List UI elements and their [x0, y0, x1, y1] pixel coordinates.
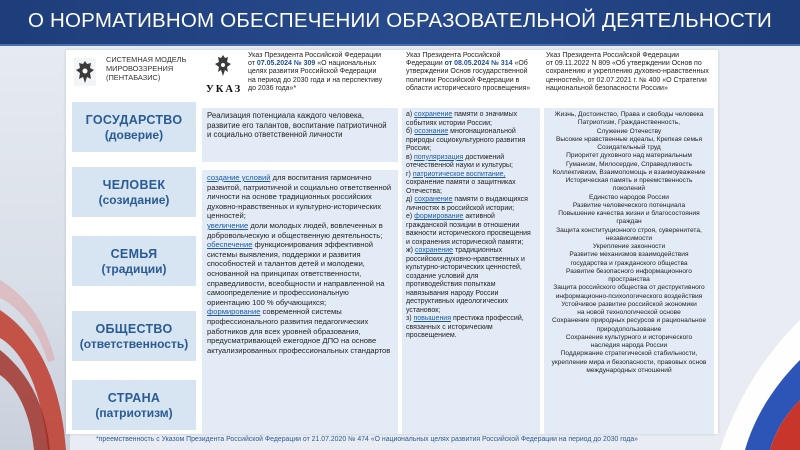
ribbon-decoration-right [710, 210, 800, 450]
task-item: создание условий для воспитания гармонично развитой, патриотичной и социально ответственной личности на основе традиционных российских духовно-нравственных и культурно-исторических ценностей; [207, 173, 392, 221]
category-country [72, 380, 196, 430]
value-line: наследия народа России [590, 342, 668, 349]
value-line: Приоритет духовного над материальным [566, 152, 692, 160]
category-family [72, 236, 196, 286]
value-line: пространства [608, 276, 650, 283]
category-name: ЧЕЛОВЕК [102, 177, 166, 192]
decree-809-header: Указ Президента Российской Федерации от 09.11.2022 N 809 «Об утверждении Основ по сохранению и укреплению духовно-нравственных ценностей», от 02.07.2021 г. № 400 «О Стратегии национальной безопасности России» [546, 52, 709, 92]
page-title: О НОРМАТИВНОМ ОБЕСПЕЧЕНИИ ОБРАЗОВАТЕЛЬНОЙ ДЕЯТЕЛЬНОСТИ [27, 9, 772, 32]
list-item: г) патриотическое воспитание, сохранение памяти о защитниках Отечества; [406, 170, 516, 195]
value-line: Коллективизм, Взаимопомощь и взаимоуважение [552, 168, 706, 176]
header-divider [0, 44, 800, 46]
value-line: на новой технологической основе [577, 309, 681, 316]
value-line: Сохранение природных ресурсов и рациональное [551, 317, 707, 325]
value-line: Развитие человеческого потенциала [572, 201, 686, 209]
task-item: увеличение доли молодых людей, вовлеченных в добровольческую и общественную деятельность; [207, 220, 383, 240]
model-title [106, 55, 186, 82]
value-line: Защита российского общества от деструктивного [553, 284, 705, 292]
list-item: а) сохранение памяти о значимых событиях истории России; [406, 111, 518, 127]
category-state [72, 102, 196, 152]
ribbon-decoration-left [0, 220, 66, 450]
value-line: независимости [605, 234, 653, 242]
goal-text: Реализация потенциала каждого человека, развитие его талантов, воспитание патриотичной и социально ответственной личности [207, 111, 387, 140]
value-line: граждан [616, 218, 642, 226]
values-list [544, 108, 714, 434]
value-line: Гуманизм, Милосердие, Справедливость [565, 160, 693, 168]
categories-column [66, 50, 200, 434]
list-item: б) осознание многонациональной природы социокультурного развития России; [406, 128, 526, 152]
task-item: обеспечение функционирования эффективной системы выявления, поддержки и развития способностей и талантов детей и молодежи, основанной на принципах ответственности, справедливости, всеобщности и направленной на самоопределение и профессиональную ориентацию 100 % обучающихся; [207, 240, 385, 307]
list-item: е) формирование активной гражданской позиции в отношении важности исторического просвещения и сохранения исторической памяти; [406, 213, 531, 246]
list-item: з) повышения престижа профессий, связанных с историческим просвещением. [406, 315, 524, 339]
value-line: Сохранение культурного и исторического [565, 333, 693, 341]
value-line: Единство народов России [589, 193, 669, 201]
value-line: Развитие безопасного информационного [566, 267, 692, 275]
value-line: Служение Отечеству [596, 127, 662, 135]
category-person [72, 167, 196, 217]
model-line-2: МИРОВОЗЗРЕНИЯ [106, 64, 174, 73]
value-line: Высокие нравственные идеалы, Крепкая семья [555, 135, 703, 143]
category-sub: (патриотизм) [95, 405, 173, 420]
decree-809-column [544, 50, 714, 434]
category-name: ОБЩЕСТВО [95, 321, 173, 336]
value-line: укрепление мира и безопасности, правовых основ [551, 358, 707, 366]
category-name: СЕМЬЯ [110, 246, 158, 261]
decree-309-column [202, 50, 398, 434]
decree-309-header: Указ Президента Российской Федерации от 07.05.2024 № 309 «О национальных целях развития Российской Федерации на период до 2030 года и на перспективу до 2036 года»* [248, 52, 383, 92]
value-line: Укрепление законности [592, 243, 666, 250]
list-item: ж) сохранение традиционных российских духовно-нравственных и культурно-исторических ценностей, создание условий для противодействия попыткам навязывания народу России деструктивных идеологических установок; [406, 247, 525, 314]
footnote: *преемственность с Указом Президента Российской Федерации от 21.07.2020 № 474 «О национальных целях развития Российской Федерации на период до 2030 года» [96, 436, 639, 443]
content-panel [66, 50, 718, 434]
category-name: ГОСУДАРСТВО [85, 112, 183, 127]
value-line: Жизнь, Достоинство, Права и свободы человека [554, 111, 704, 118]
value-line: Патриотизм, Гражданственность, [577, 119, 681, 127]
model-line-3: (ПЕНТАБАЗИС) [106, 73, 161, 82]
category-name: СТРАНА [107, 390, 161, 405]
category-sub: (созидание) [98, 192, 170, 207]
value-line: информационно-психологического воздействия [555, 292, 703, 300]
task-item: формирование современной системы профессионального развития педагогических работников для всех уровней образования, предусматривающей ежегодное ДПО на основе актуализированных профессиональных стандартов [207, 307, 391, 355]
list-item: в) популяризация достижений отечественной науки и культуры; [406, 153, 513, 169]
eagle-emblem-icon [74, 58, 96, 86]
value-line: Повышение качества жизни и благосостояния [558, 210, 700, 217]
ukaz-label: УКАЗ [206, 84, 243, 95]
category-sub: (доверие) [104, 127, 164, 142]
header-bar [0, 0, 800, 44]
value-line: Созидательный труд [597, 144, 661, 151]
decree-314-header: Указ Президента Российской Федерации от 08.05.2024 № 314 «Об утверждении Основ государственной политики Российской Федерации в области исторического просвещения» [406, 52, 531, 92]
decree-309-goal-box [202, 108, 398, 162]
category-sub: (традиции) [101, 261, 167, 276]
model-line-1: СИСТЕМНАЯ МОДЕЛЬ [106, 55, 187, 64]
value-line: Устойчивое развитие российской экономики [561, 300, 697, 308]
decree-314-column [402, 50, 540, 434]
value-line: международных отношений [586, 366, 672, 374]
category-sub: (ответственность) [79, 336, 189, 351]
value-line: Историческая память и преемственность [565, 177, 693, 184]
category-society [72, 311, 196, 361]
list-item: д) сохранение памяти о выдающихся личностях в российской истории; [406, 196, 528, 212]
decree-314-list [402, 108, 540, 434]
value-line: природопользование [596, 325, 662, 333]
eagle-emblem-icon [214, 54, 232, 78]
decree-309-tasks-box [202, 170, 398, 434]
value-line: Развитие механизмов взаимодействия [569, 251, 689, 259]
value-line: Поддержание стратегической стабильности, [560, 350, 698, 358]
value-line: Защита конституционного строя, суверенитета, [556, 226, 702, 234]
model-header [66, 50, 200, 102]
value-line: государства и гражданского общества [570, 259, 688, 267]
value-line: поколений [612, 185, 646, 193]
